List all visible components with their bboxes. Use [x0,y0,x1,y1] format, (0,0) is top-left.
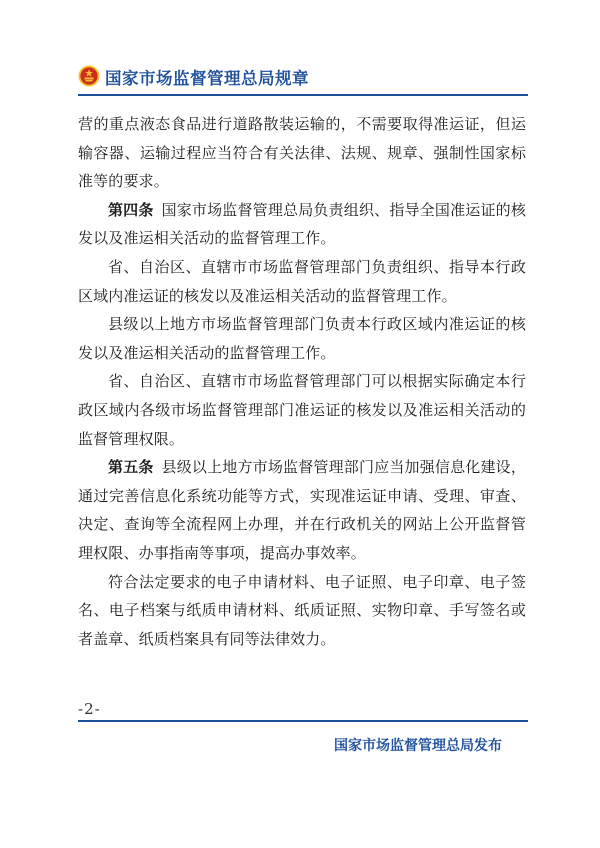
paragraph-text: 国家市场监督管理总局负责组织、指导全国准运证的核发以及准运相关活动的监督管理工作。 [78,200,526,248]
paragraph [78,196,526,253]
paragraph-text: 省、自治区、直辖市市场监督管理部门可以根据实际确定本行政区域内各级市场监督管理部门准运证的核发以及准运相关活动的监督管理权限。 [78,372,526,448]
article-number: 第五条 [108,458,154,477]
paragraph [78,253,526,310]
paragraph [78,310,526,367]
paragraph-text: 县级以上地方市场监督管理部门负责本行政区域内准运证的核发以及准运相关活动的监督管理工作。 [78,315,526,362]
paragraph [78,453,526,567]
page-header [78,64,528,94]
national-emblem-icon [78,65,100,87]
header-title: 国家市场监督管理总局规章 [105,69,309,88]
paragraph [78,110,526,196]
paragraph-text: 县级以上地方市场监督管理部门应当加强信息化建设，通过完善信息化系统功能等方式，实现准运证申请、受理、审查、决定、查询等全流程网上办理，并在行政机关的网站上公开监督管理权限、办事指南等事项，提高办事效率。 [78,458,526,562]
paragraph [78,568,526,654]
document-body [78,110,526,653]
paragraph-text: 省、自治区、直辖市市场监督管理部门负责组织、指导本行政区域内准运证的核发以及准运相关活动的监督管理工作。 [78,257,526,305]
paragraph-text: 符合法定要求的电子申请材料、电子证照、电子印章、电子签名、电子档案与纸质申请材料、纸质证照、实物印章、手写签名或者盖章、纸质档案具有同等法律效力。 [78,572,526,648]
footer-divider [78,720,528,722]
paragraph-text: 营的重点液态食品进行道路散装运输的，不需要取得准运证，但运输容器、运输过程应当符合有关法律、法规、规章、强制性国家标准等的要求。 [78,115,526,191]
header-divider [78,94,528,96]
article-number: 第四条 [108,200,154,219]
footer-publisher: 国家市场监督管理总局发布 [334,738,502,754]
paragraph [78,367,526,453]
page-number: -2- [78,700,101,718]
